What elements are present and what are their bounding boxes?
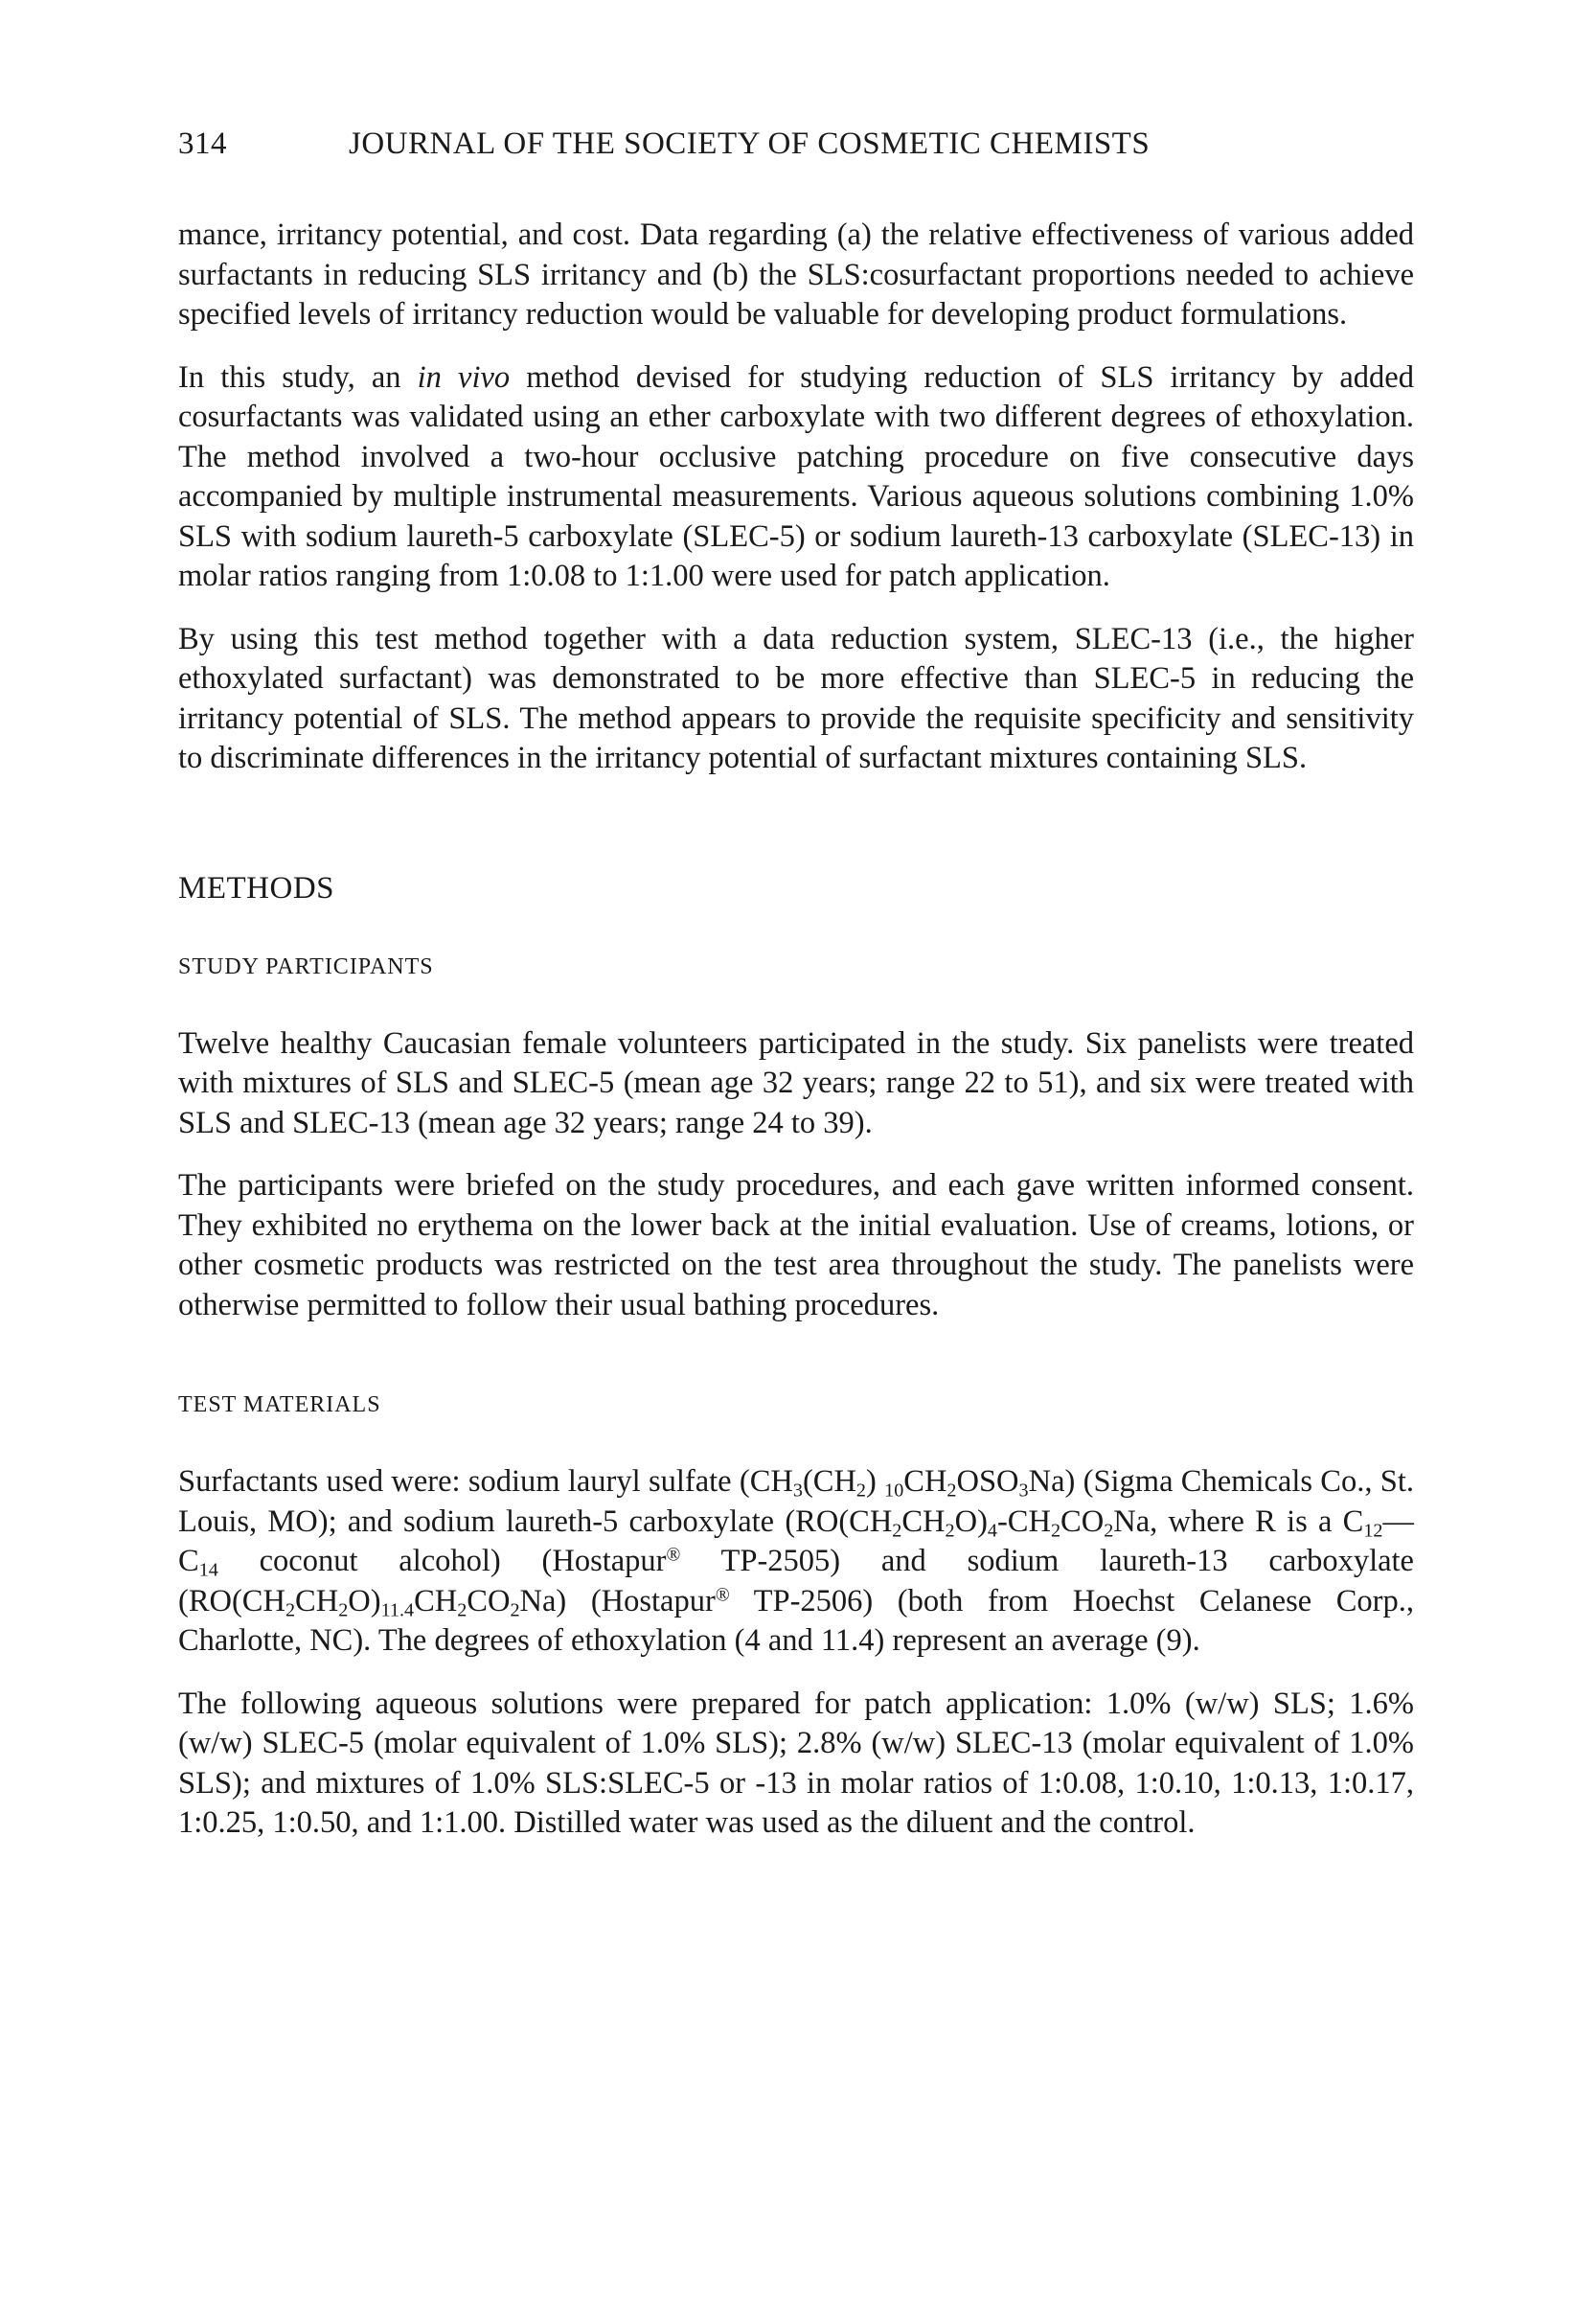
m1-text: ) (866, 1464, 885, 1499)
m1-text: CH (295, 1583, 339, 1618)
m1-text: O) (954, 1503, 988, 1539)
intro-paragraph-2 (178, 358, 1414, 597)
m1-text: Surfactants used were: sodium lauryl sulfate (CH (178, 1464, 793, 1499)
journal-page (178, 126, 1414, 1867)
intro-paragraph-3: By using this test method together with a data reduction system, SLEC-13 (i.e., the higher ethoxylated surfactant) was demonstrated to be more effective than SLEC-5 in reducing the irritancy potential of SLS. The method appears to provide the requisite specificity and sensitivity to discriminate differences in the irritancy potential of surfactant mixtures containing SLS. (178, 621, 1414, 775)
participants-paragraph-2: The participants were briefed on the study procedures, and each gave written informed consent. They exhibited no erythema on the lower back at the initial evaluation. Use of creams, lotions, or other cosmetic products was restricted on the test area throughout the study. The panelists were otherwise permitted to follow their usual bathing procedures. (178, 1168, 1414, 1322)
m1-text: TP-2506) (both from Hoechst Celanese Corp., Charlotte, NC). The degrees of ethoxylation (4 and 11.4) represent an average (9). (178, 1583, 1414, 1658)
m1-sub: 12 (1363, 1520, 1383, 1542)
intro-p2-text-b: method devised for studying reduction of SLS irritancy by added cosurfactants was validated using an ether carboxylate with two different degrees of ethoxylation. The method involved a two-hour occlusive patching procedure on five consecutive days accompanied by multiple instrumental measurements. Various aqueous solutions combining 1.0% SLS with sodium laureth-5 carboxylate (SLEC-5) or sodium laureth-13 carboxylate (SLEC-13) in molar ratios ranging from 1:0.08 to 1:1.00 were used for patch application. (178, 359, 1414, 593)
m1-sub: 10 (884, 1480, 904, 1502)
m1-sub: 11.4 (380, 1599, 415, 1621)
intro-p2-text-a: In this study, an (178, 359, 418, 395)
materials-paragraph-1 (178, 1462, 1414, 1662)
m1-sub: 2 (892, 1520, 902, 1542)
m1-text: -CH (996, 1503, 1051, 1539)
m1-sub: 2 (855, 1480, 866, 1502)
m1-sub: 2 (946, 1480, 957, 1502)
m1-text: CH (414, 1583, 458, 1618)
m1-text: Na, where R is a C (1113, 1503, 1364, 1539)
m1-text: CO (1060, 1503, 1105, 1539)
registered-mark: ® (666, 1545, 681, 1566)
m1-text: CO (467, 1583, 511, 1618)
test-materials-heading: TEST MATERIALS (178, 1392, 381, 1417)
m1-text: CH (903, 1464, 947, 1499)
m1-text: —C (178, 1503, 1414, 1578)
m1-text: OSO (956, 1464, 1019, 1499)
methods-heading: METHODS (178, 870, 335, 906)
m1-text: coconut alcohol) (Hostapur (217, 1544, 667, 1578)
m1-text: Na) (Hostapur (519, 1583, 716, 1618)
study-participants-heading: STUDY PARTICIPANTS (178, 953, 434, 979)
m1-sub: 14 (198, 1559, 218, 1581)
m1-sub: 2 (945, 1520, 955, 1542)
participants-paragraph-1: Twelve healthy Caucasian female volunteers participated in the study. Six panelists were treated with mixtures of SLS and SLEC-5 (mean age 32 years; range 22 to 51), and six were treated with SLS and SLEC-13 (mean age 32 years; range 24 to 39). (178, 1025, 1414, 1140)
m1-text: O) (348, 1583, 381, 1618)
m1-sub: 4 (987, 1520, 997, 1542)
intro-p2-in-vivo: in vivo (417, 359, 511, 395)
intro-paragraph-1: mance, irritancy potential, and cost. Data regarding (a) the relative effectiveness of various added surfactants in reducing SLS irritancy and (b) the SLS:cosurfactant proportions needed to achieve specified levels of irritancy reduction would be valuable for developing product formulations. (178, 218, 1414, 332)
m1-sub: 2 (1104, 1520, 1114, 1542)
m1-text: (CH (802, 1464, 856, 1499)
registered-mark: ® (715, 1584, 730, 1605)
materials-paragraph-2: The following aqueous solutions were prepared for patch application: 1.0% (w/w) SLS; 1.6% (w/w) SLEC-5 (molar equivalent of 1.0% SLS); 2.8% (w/w) SLEC-13 (molar equivalent of 1.0% SLS); and mixtures of 1.0% SLS:SLEC-5 or -13 in molar ratios of 1:0.08, 1:0.10, 1:0.13, 1:0.17, 1:0.25, 1:0.50, and 1:1.00. Distilled water was used as the diluent and the control. (178, 1686, 1414, 1840)
running-head (178, 126, 1414, 162)
m1-sub: 2 (1050, 1520, 1061, 1542)
m1-sub: 2 (338, 1599, 349, 1621)
m1-text: TP-2505) and sodium laureth-13 carboxylate (RO(CH (178, 1544, 1414, 1618)
m1-sub: 2 (285, 1599, 296, 1621)
m1-sub: 3 (1018, 1480, 1029, 1502)
m1-text: CH (901, 1503, 946, 1539)
journal-title: JOURNAL OF THE SOCIETY OF COSMETIC CHEMISTS (349, 126, 1151, 161)
page-number: 314 (178, 126, 227, 161)
m1-sub: 2 (510, 1599, 520, 1621)
m1-sub: 2 (457, 1599, 467, 1621)
m1-sub: 3 (792, 1480, 803, 1502)
m1-text: Na) (Sigma Chemicals Co., St. Louis, MO); and sodium laureth-5 carboxylate (RO(CH (178, 1464, 1414, 1539)
